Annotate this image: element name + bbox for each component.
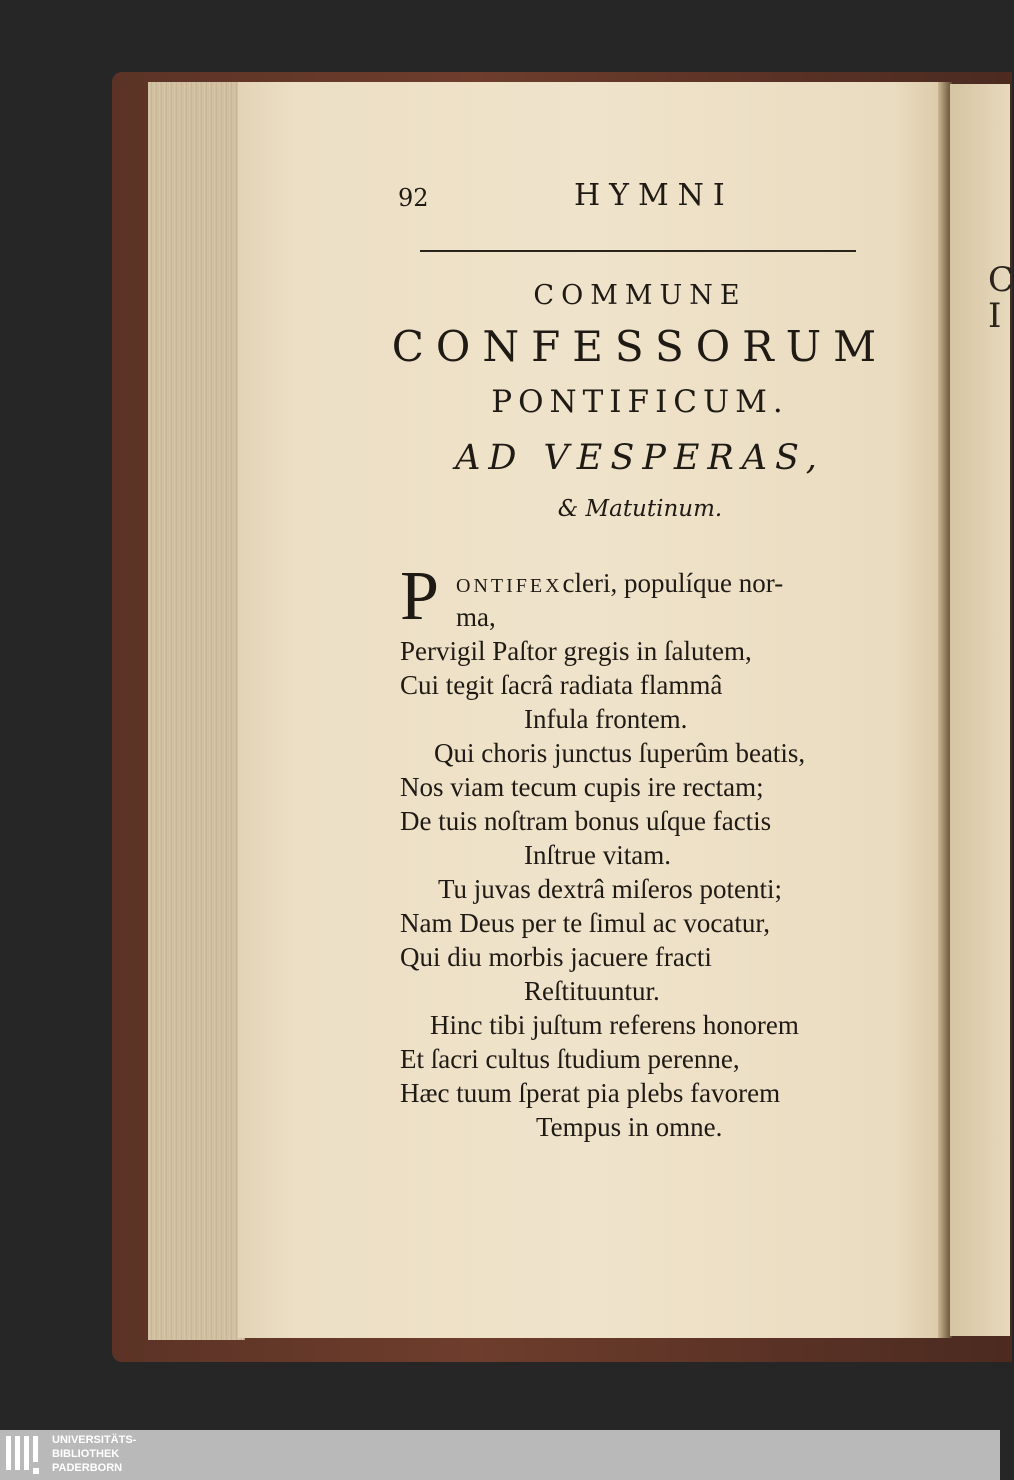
hymn-line: De tuis noſtram bonus uſque factis [400, 806, 772, 836]
heading-ad-vesperas: AD VESPERAS, [455, 438, 825, 478]
hymn-line: Nam Deus per te ſimul ac vocatur, [400, 908, 771, 938]
heading-matutinum: & Matutinum. [557, 496, 723, 522]
library-name-line: PADERBORN [52, 1462, 123, 1474]
hymn-line: Hæc tuum ſperat pia plebs favorem [400, 1078, 781, 1108]
header-rule [420, 250, 856, 252]
facing-page [950, 84, 1014, 1336]
hymn-line: Cui tegit ſacrâ radiata flammâ [400, 670, 723, 700]
facing-page-fragment: I [988, 296, 1002, 336]
hymn-line: Pervigil Paſtor gregis in ſalutem, [400, 636, 752, 666]
hymn-line: Nos viam tecum cupis ire rectam; [400, 772, 764, 802]
running-head-title: HYMNI [574, 178, 734, 213]
library-name-line: UNIVERSITÄTS- [52, 1434, 137, 1446]
library-name [52, 1433, 136, 1475]
hymn-line: ma, [456, 602, 496, 632]
hymn-line: Et ſacri cultus ſtudium perenne, [400, 1044, 740, 1074]
library-logo-icon [6, 1436, 46, 1474]
hymn-first-line [456, 566, 783, 603]
hymn-line: Tu juvas dextrâ miſeros potenti; [438, 874, 782, 904]
running-head [398, 178, 858, 228]
library-name-line: BIBLIOTHEK [52, 1448, 120, 1460]
hymn-line: Reſtituuntur. [524, 976, 660, 1006]
first-line-rest: cleri, populíque nor- [562, 568, 784, 598]
hymn-line: Infula frontem. [524, 704, 688, 734]
heading-confessorum: CONFESSORUM [391, 322, 889, 371]
facing-page-fragment: C [988, 260, 1014, 300]
hymn-line: Hinc tibi juſtum referens honorem [430, 1010, 799, 1040]
library-footer [0, 1430, 1000, 1480]
first-word-smallcaps: ONTIFEX [456, 575, 563, 597]
page-number: 92 [398, 184, 429, 212]
drop-cap: P [400, 558, 439, 635]
page-edges [148, 82, 245, 1340]
hymn-line: Inſtrue vitam. [524, 840, 671, 870]
heading-commune: COMMUNE [533, 280, 747, 311]
heading-pontificum: PONTIFICUM. [491, 384, 789, 420]
hymn-line: Qui diu morbis jacuere fracti [400, 942, 712, 972]
hymn-line: Qui choris junctus ſuperûm beatis, [434, 738, 806, 768]
hymn-line: Tempus in omne. [536, 1112, 723, 1142]
